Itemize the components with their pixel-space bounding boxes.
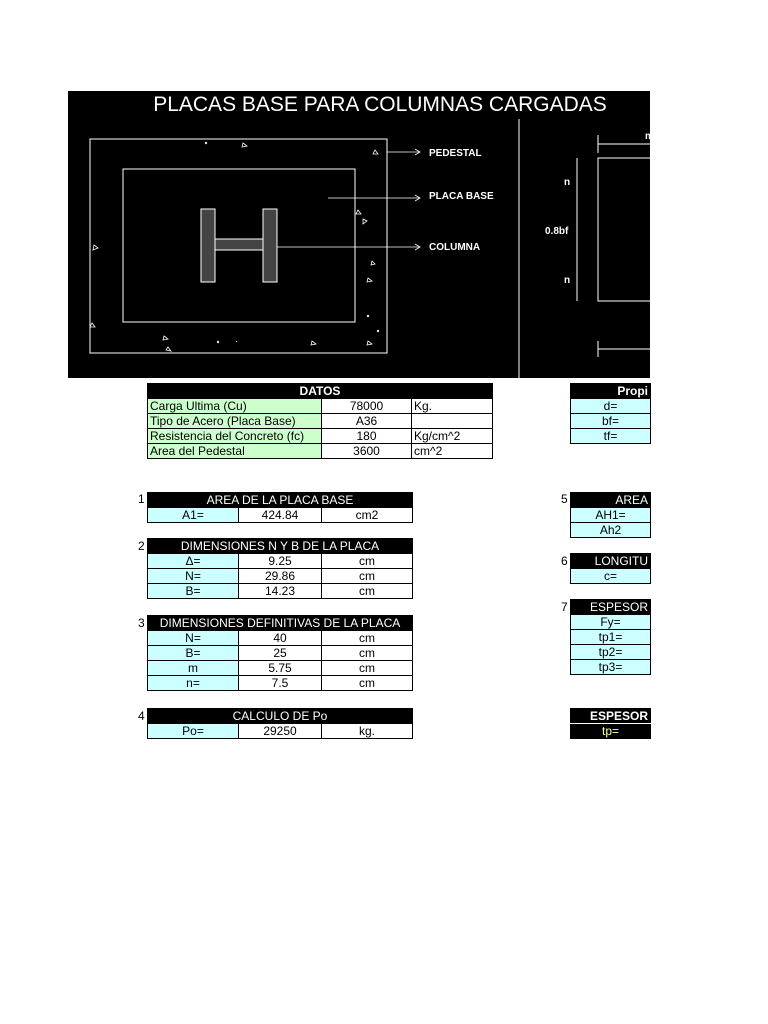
header-drawing-panel bbox=[68, 91, 654, 378]
table-row: Δ= 9.25 cm bbox=[148, 554, 413, 569]
label-m: m bbox=[645, 131, 654, 142]
table-row: tp1= bbox=[571, 630, 651, 645]
table-row: Resistencia del Concreto (fc) 180 Kg/cm^2 bbox=[148, 429, 493, 444]
table-row: m 5.75 cm bbox=[148, 661, 413, 676]
label-pedestal: PEDESTAL bbox=[429, 148, 482, 159]
table-row: Po= 29250 kg. bbox=[148, 724, 413, 739]
column-h-shape bbox=[201, 209, 277, 282]
section6-table bbox=[570, 553, 651, 584]
section-number: 2 bbox=[138, 539, 145, 553]
table-row: B= 25 cm bbox=[148, 646, 413, 661]
base-plate-drawing bbox=[68, 91, 654, 378]
label-columna: COLUMNA bbox=[429, 242, 481, 253]
espesor-final-table bbox=[570, 708, 651, 739]
table-row: tf= bbox=[571, 429, 651, 444]
table-row: A1= 424.84 cm2 bbox=[148, 508, 413, 523]
section-number: 3 bbox=[138, 616, 145, 630]
section7-table bbox=[570, 599, 651, 675]
section-number: 5 bbox=[561, 492, 568, 506]
espesor-final-header: ESPESOR bbox=[571, 709, 651, 724]
table-row: bf= bbox=[571, 414, 651, 429]
section1-header: AREA DE LA PLACA BASE bbox=[148, 493, 413, 508]
propiedades-table bbox=[570, 383, 651, 444]
section-number: 4 bbox=[138, 709, 145, 723]
table-row: n= 7.5 cm bbox=[148, 676, 413, 691]
section5-table bbox=[570, 492, 651, 538]
datos-header: DATOS bbox=[148, 384, 493, 399]
table-row: c= bbox=[571, 569, 651, 584]
section6-header: LONGITU bbox=[571, 554, 651, 569]
section4-table bbox=[147, 708, 413, 739]
table-row: d= bbox=[571, 399, 651, 414]
table-row: Carga Ultima (Cu) 78000 Kg. bbox=[148, 399, 493, 414]
page-title: PLACAS BASE PARA COLUMNAS CARGADAS bbox=[153, 93, 607, 116]
section3-header: DIMENSIONES DEFINITIVAS DE LA PLACA bbox=[148, 616, 413, 631]
table-row: N= 40 cm bbox=[148, 631, 413, 646]
table-row: N= 29.86 cm bbox=[148, 569, 413, 584]
table-row: Tipo de Acero (Placa Base) A36 bbox=[148, 414, 493, 429]
section7-header: ESPESOR bbox=[571, 600, 651, 615]
table-row: tp= bbox=[571, 724, 651, 739]
label-n-top: n bbox=[564, 177, 571, 188]
table-row: AH1= bbox=[571, 508, 651, 523]
section4-header: CALCULO DE Po bbox=[148, 709, 413, 724]
label-placa-base: PLACA BASE bbox=[429, 191, 494, 202]
label-n-bottom: n bbox=[564, 275, 571, 286]
section-number: 7 bbox=[561, 600, 568, 614]
section2-table bbox=[147, 538, 413, 599]
label-08bf: 0.8bf bbox=[545, 226, 569, 237]
section1-table bbox=[147, 492, 413, 523]
table-row: Area del Pedestal 3600 cm^2 bbox=[148, 444, 493, 459]
datos-table bbox=[147, 383, 493, 459]
table-row: Fy= bbox=[571, 615, 651, 630]
propiedades-header: Propi bbox=[571, 384, 651, 399]
table-row: Ah2 bbox=[571, 523, 651, 538]
section5-header: AREA bbox=[571, 493, 651, 508]
table-row: B= 14.23 cm bbox=[148, 584, 413, 599]
table-row: tp2= bbox=[571, 645, 651, 660]
section-number: 1 bbox=[138, 492, 145, 506]
section2-header: DIMENSIONES N Y B DE LA PLACA bbox=[148, 539, 413, 554]
section-number: 6 bbox=[561, 554, 568, 568]
table-row: tp3= bbox=[571, 660, 651, 675]
section3-table bbox=[147, 615, 413, 691]
